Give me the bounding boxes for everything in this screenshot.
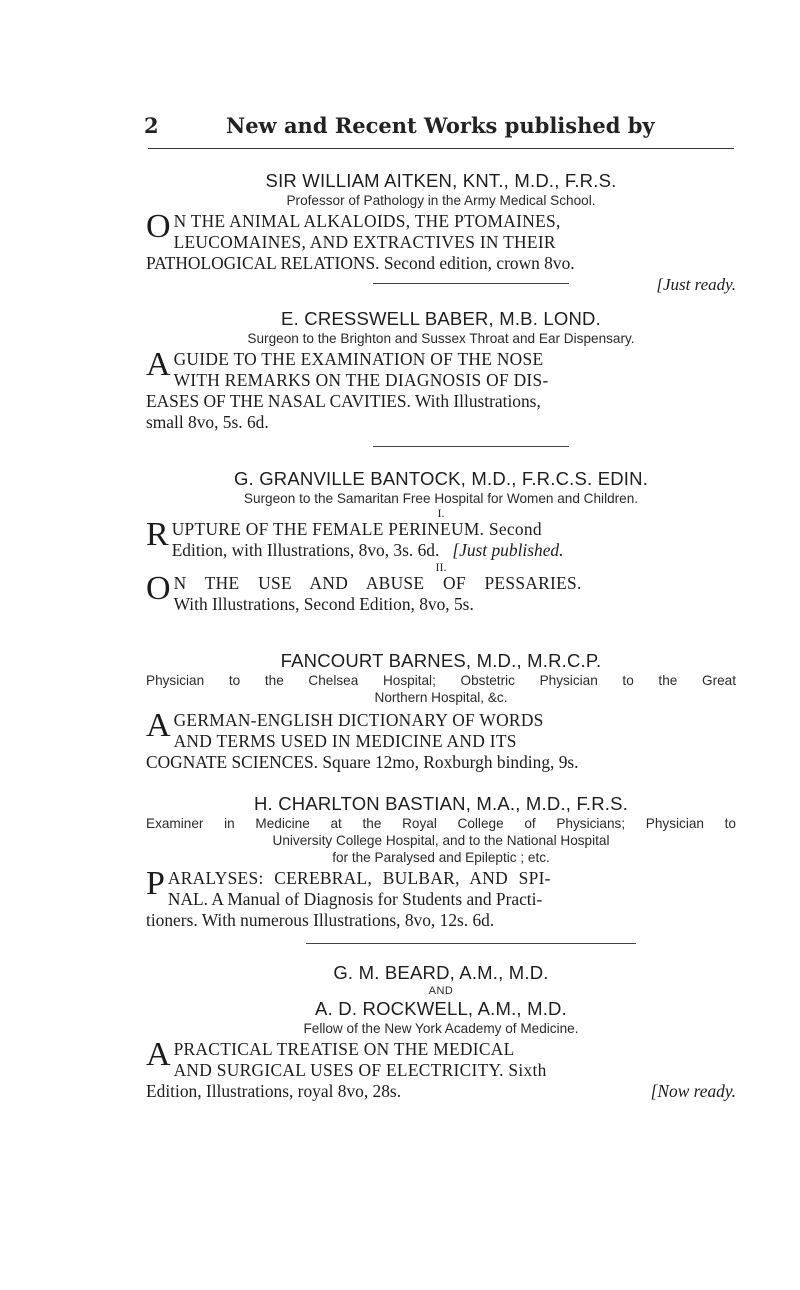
- book-title: P ARALYSES: CEREBRAL, BULBAR, AND SPI- NAL. A Manual of Diagnosis for Students and Practi- tioners. With numerous Illustrations, 8vo, 12s. 6d.: [146, 865, 551, 930]
- author-name: SIR WILLIAM AITKEN, KNT., M.D., F.R.S.: [265, 170, 617, 191]
- author-affiliation: University College Hospital, and to the National Hospital: [272, 833, 610, 848]
- book-title: A PRACTICAL TREATISE ON THE MEDICAL AND SURGICAL USES OF ELECTRICITY. Sixth Edition, Illustrations, royal 8vo, 28s. [Now ready.: [146, 1036, 736, 1101]
- coauthor-name: A. D. ROCKWELL, A.M., M.D.: [315, 998, 567, 1019]
- work-numeral: I.: [437, 506, 445, 520]
- author-affiliation: Physician to the Chelsea Hospital; Obstetric Physician to the Great: [146, 673, 736, 688]
- drop-initial: R: [146, 516, 169, 553]
- author-affiliation: Fellow of the New York Academy of Medicine.: [303, 1021, 579, 1036]
- separator-rule: [306, 943, 636, 944]
- drop-initial: A: [146, 707, 171, 744]
- separator-rule: [373, 446, 569, 447]
- author-affiliation: Northern Hospital, &c.: [374, 690, 508, 705]
- entry-aitken: [146, 170, 736, 295]
- header-rule: [148, 148, 734, 149]
- entry-baber: [146, 308, 736, 433]
- author-affiliation: Surgeon to the Brighton and Sussex Throat and Ear Dispensary.: [247, 331, 635, 346]
- author-affiliation: Examiner in Medicine at the Royal College of Physicians; Physician to: [146, 816, 736, 831]
- entry-bastian: [146, 793, 736, 931]
- author-name: H. CHARLTON BASTIAN, M.A., M.D., F.R.S.: [253, 793, 629, 814]
- page-number: 2: [144, 113, 159, 138]
- book-title: O N THE USE AND ABUSE OF PESSARIES. With Illustrations, Second Edition, 8vo, 5s.: [146, 570, 582, 614]
- book-title: A GERMAN-ENGLISH DICTIONARY OF WORDS AND TERMS USED IN MEDICINE AND ITS COGNATE SCIENCES. Square 12mo, Roxburgh binding, 9s.: [146, 707, 579, 772]
- drop-initial: A: [146, 346, 171, 383]
- author-name: FANCOURT BARNES, M.D., M.R.C.P.: [280, 650, 602, 671]
- author-name: G. M. BEARD, A.M., M.D.: [333, 962, 549, 983]
- author-name: E. CRESSWELL BABER, M.B. LOND.: [281, 308, 601, 329]
- book-title: R UPTURE OF THE FEMALE PERINEUM. Second Edition, with Illustrations, 8vo, 3s. 6d. [Just published.: [146, 516, 564, 560]
- book-title: O N THE ANIMAL ALKALOIDS, THE PTOMAINES, LEUCOMAINES, AND EXTRACTIVES IN THEIR PATHOLOGICAL RELATIONS. Second edition, crown 8vo.: [146, 208, 575, 273]
- entry-beard-rockwell: [146, 962, 736, 1102]
- drop-initial: P: [146, 865, 165, 902]
- running-head: [144, 113, 724, 147]
- author-affiliation: Surgeon to the Samaritan Free Hospital for Women and Children.: [243, 491, 639, 506]
- drop-initial: O: [146, 208, 171, 245]
- availability-note: [Just ready.: [656, 275, 736, 294]
- running-head-title: New and Recent Works published by: [226, 113, 655, 138]
- author-affiliation: Professor of Pathology in the Army Medical School.: [286, 193, 596, 208]
- drop-initial: A: [146, 1036, 171, 1073]
- conjunction: AND: [428, 985, 454, 997]
- entry-bantock: [146, 468, 736, 615]
- availability-note: [Now ready.: [650, 1081, 736, 1101]
- availability-note: [Just published.: [452, 540, 564, 560]
- separator-rule: [373, 283, 569, 284]
- author-affiliation: for the Paralysed and Epileptic ; etc.: [332, 850, 550, 865]
- work-numeral: II.: [435, 560, 447, 574]
- author-name: G. GRANVILLE BANTOCK, M.D., F.R.C.S. EDIN.: [233, 468, 649, 489]
- book-title: A GUIDE TO THE EXAMINATION OF THE NOSE WITH REMARKS ON THE DIAGNOSIS OF DIS- EASES OF THE NASAL CAVITIES. With Illustrations, small 8vo, 5s. 6d.: [146, 346, 549, 432]
- entry-barnes: [146, 650, 736, 773]
- drop-initial: O: [146, 570, 171, 607]
